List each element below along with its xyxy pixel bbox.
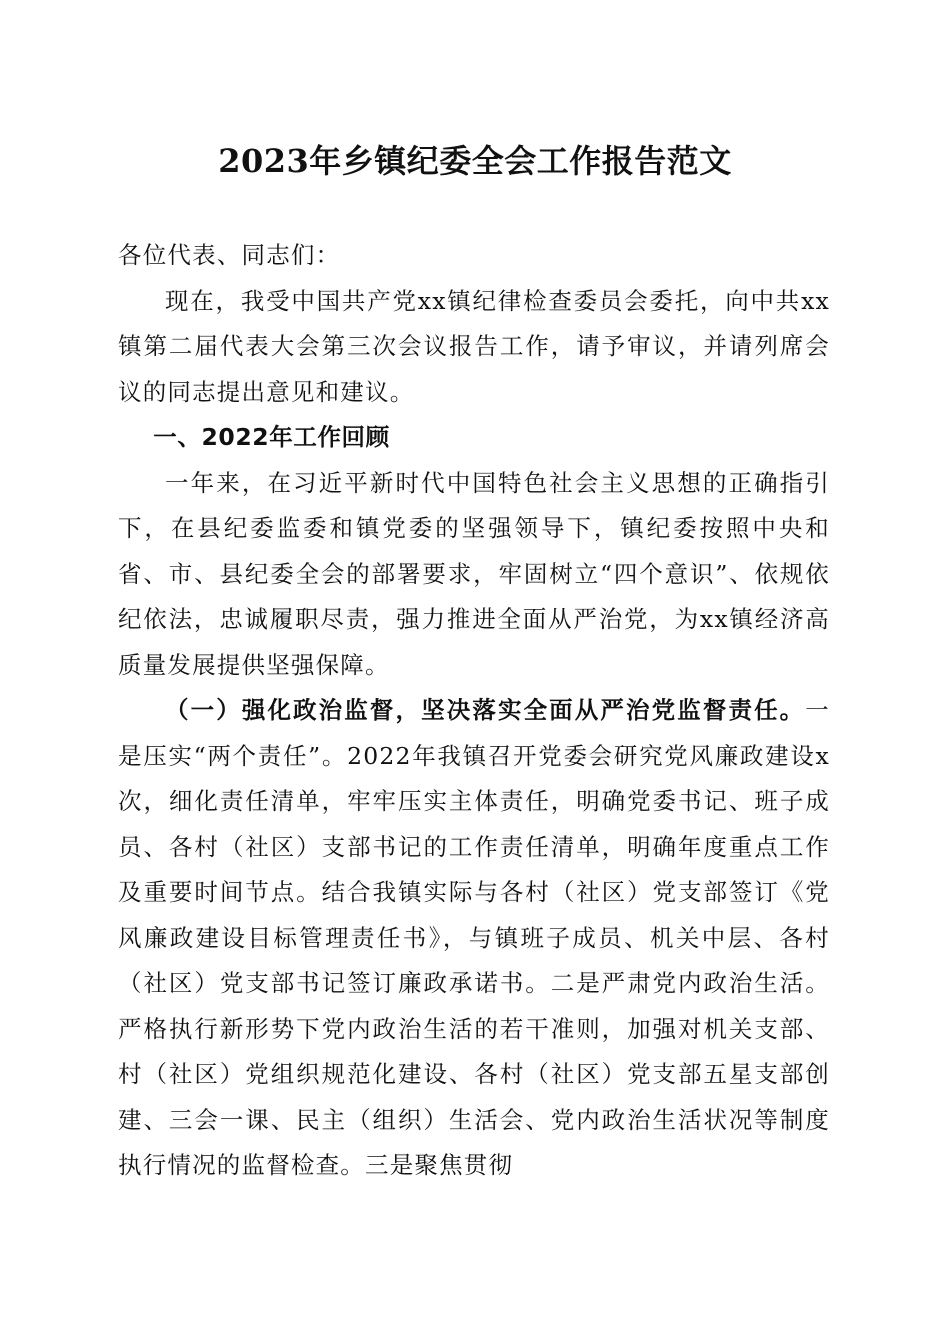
- document-title: 2023年乡镇纪委全会工作报告范文: [218, 142, 732, 180]
- document-body: [118, 233, 830, 1189]
- subsection-body: 一是压实“两个责任”。2022年我镇召开党委会研究党风廉政建设x次，细化责任清单，牢牢压实主体责任，明确党委书记、班子成员、各村（社区）支部书记的工作责任清单，明确年度重点工作及重要时间节点。结合我镇实际与各村（社区）党支部签订《党风廉政建设目标管理责任书》，与镇班子成员、机关中层、各村（社区）党支部书记签订廉政承诺书。二是严肃党内政治生活。严格执行新形势下党内政治生活的若干准则，加强对机关支部、村（社区）党组织规范化建设、各村（社区）党支部五星支部创建、三会一课、民主（组织）生活会、党内政治生活状况等制度执行情况的监督检查。三是聚焦贯彻: [118, 696, 830, 1179]
- section-heading: 一、2022年工作回顾: [153, 423, 390, 451]
- subsection-heading: （一）强化政治监督，坚决落实全面从严治党监督责任。: [165, 696, 806, 724]
- salutation: 各位代表、同志们：: [118, 241, 341, 269]
- review-paragraph: 一年来，在习近平新时代中国特色社会主义思想的正确指引下，在县纪委监委和镇党委的坚强领导下，镇纪委按照中央和省、市、县纪委全会的部署要求，牢固树立“四个意识”、依规依纪依法，忠诚履职尽责，强力推进全面从严治党，为xx镇经济高质量发展提供坚强保障。: [118, 468, 830, 679]
- subsection-paragraph: [118, 688, 830, 1189]
- intro-paragraph: 现在，我受中国共产党xx镇纪律检查委员会委托，向中共xx镇第二届代表大会第三次会议报告工作，请予审议，并请列席会议的同志提出意见和建议。: [118, 286, 830, 406]
